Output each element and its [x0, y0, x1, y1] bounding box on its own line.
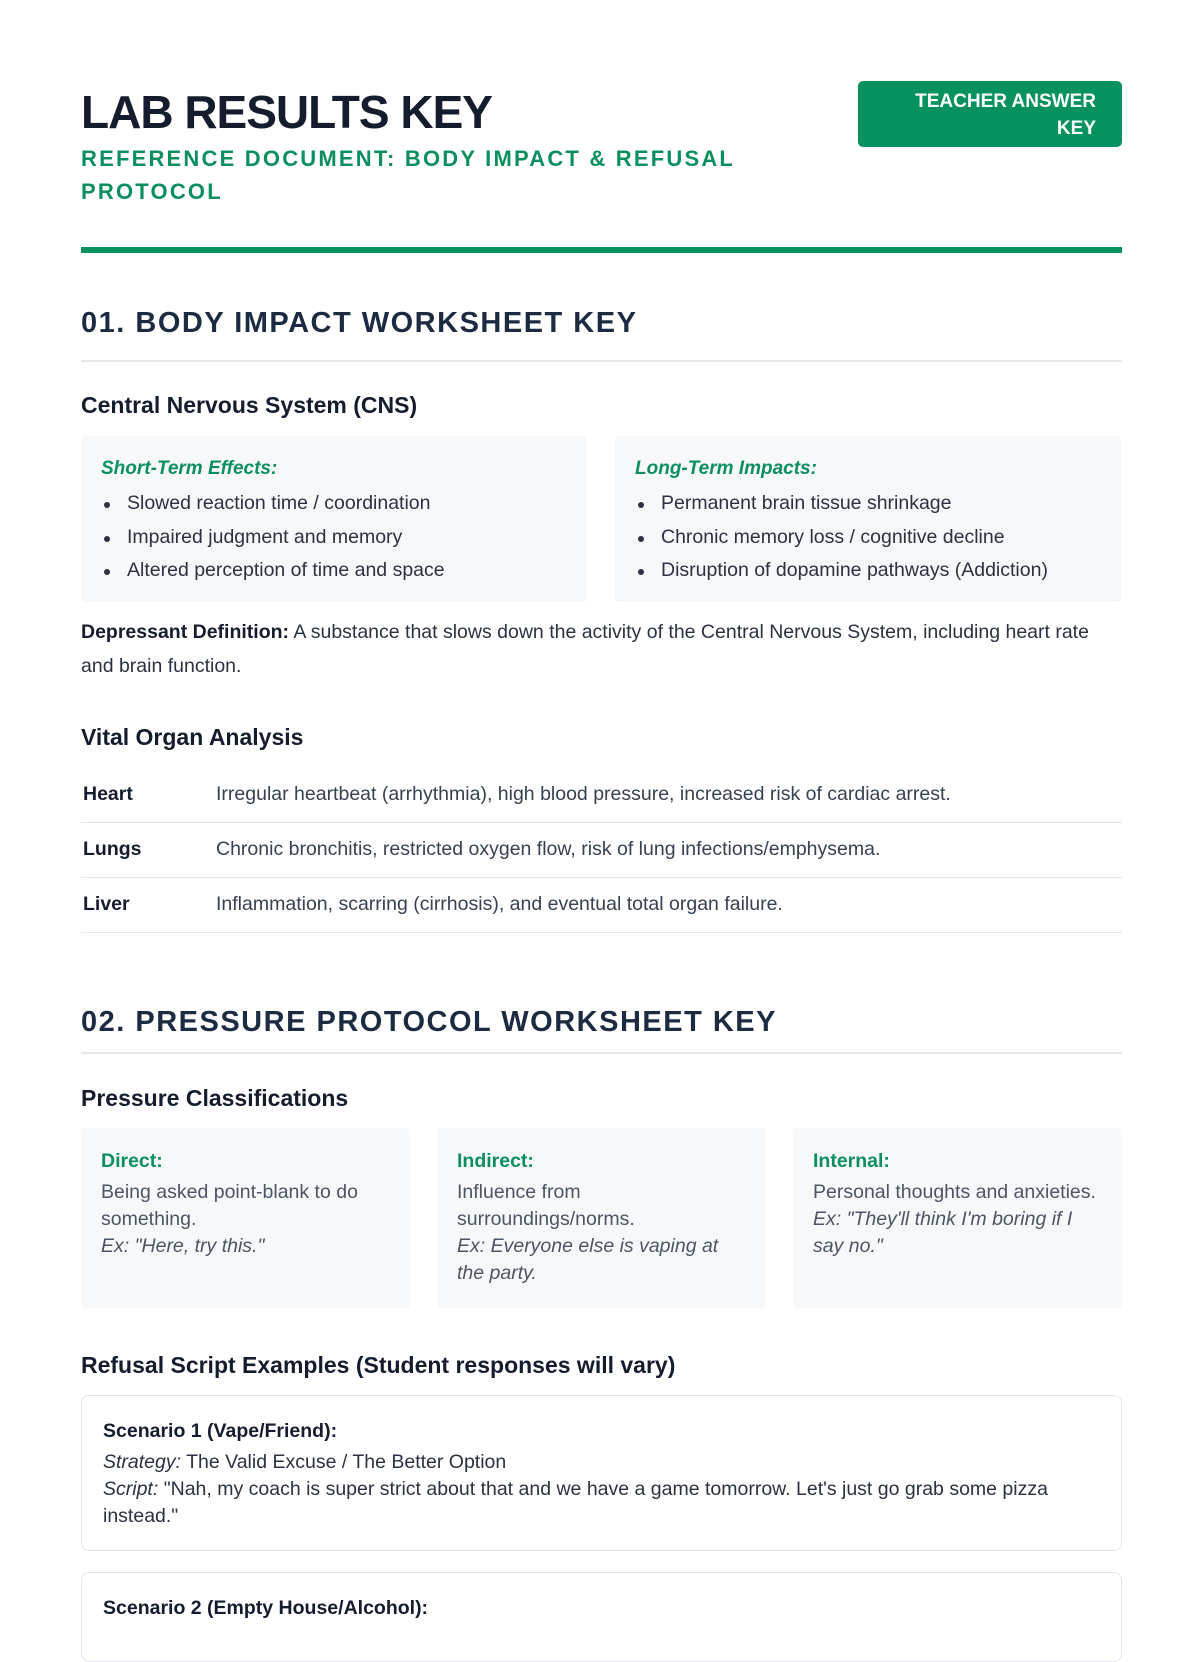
scenario-card	[81, 1395, 1122, 1551]
organ-effect: Chronic bronchitis, restricted oxygen flow, risk of lung infections/emphysema.	[216, 838, 881, 860]
pressure-classifications-title: Pressure Classifications	[81, 1085, 349, 1111]
internal-pressure-card	[793, 1128, 1122, 1308]
table-row	[81, 768, 1122, 823]
strategy-text: The Valid Excuse / The Better Option	[186, 1451, 507, 1473]
classification-text: Being asked point-blank to do something.	[101, 1181, 358, 1230]
short-term-effects-box	[81, 436, 587, 602]
organ-effect: Irregular heartbeat (arrhythmia), high blood pressure, increased risk of cardiac arrest.	[216, 783, 951, 805]
definition-text: A substance that slows down the activity of the Central Nervous System, including heart rate and brain function.	[81, 621, 1089, 677]
table-row	[81, 823, 1122, 878]
section-2-title: 02. PRESSURE PROTOCOL WORKSHEET KEY	[81, 1006, 777, 1038]
cns-title: Central Nervous System (CNS)	[81, 392, 418, 418]
classification-example: Ex: Everyone else is vaping at the party.	[457, 1235, 719, 1284]
strategy-label: Strategy:	[103, 1451, 182, 1473]
page-subtitle: REFERENCE DOCUMENT: BODY IMPACT & REFUSAL PROTOCOL	[81, 146, 735, 204]
list-item: Chronic memory loss / cognitive decline	[635, 521, 1101, 555]
definition-label: Depressant Definition:	[81, 621, 290, 643]
script-label: Script:	[103, 1478, 159, 1500]
long-term-heading: Long-Term Impacts:	[635, 458, 817, 479]
scenario-title: Scenario 1 (Vape/Friend):	[103, 1420, 338, 1442]
table-row	[81, 878, 1122, 933]
list-item: Altered perception of time and space	[101, 554, 567, 588]
script-text: "Nah, my coach is super strict about that and we have a game tomorrow. Let's just go grab some pizza instead."	[103, 1478, 1048, 1527]
indirect-pressure-card	[437, 1128, 766, 1308]
organ-name: Heart	[83, 783, 133, 805]
classification-label: Internal:	[813, 1150, 890, 1172]
organ-name: Lungs	[83, 838, 142, 860]
depressant-definition	[81, 616, 1122, 683]
section-1-divider	[81, 360, 1122, 362]
classification-example: Ex: "Here, try this."	[101, 1235, 265, 1257]
organ-name: Liver	[83, 893, 130, 915]
long-term-list	[635, 487, 1101, 588]
organ-analysis-title: Vital Organ Analysis	[81, 724, 304, 750]
short-term-heading: Short-Term Effects:	[101, 458, 278, 479]
long-term-impacts-box	[615, 436, 1121, 602]
scenario-strategy	[103, 1449, 1101, 1476]
list-item: Disruption of dopamine pathways (Addiction)	[635, 554, 1101, 588]
classification-label: Direct:	[101, 1150, 163, 1172]
section-2-divider	[81, 1052, 1122, 1054]
direct-pressure-card	[81, 1128, 410, 1308]
classification-text: Influence from surroundings/norms.	[457, 1181, 635, 1230]
classification-text: Personal thoughts and anxieties.	[813, 1181, 1096, 1203]
scenario-script	[103, 1476, 1101, 1530]
short-term-list	[101, 487, 567, 588]
list-item: Impaired judgment and memory	[101, 521, 567, 555]
refusal-scripts-title: Refusal Script Examples (Student responses will vary)	[81, 1352, 676, 1378]
section-1-title: 01. BODY IMPACT WORKSHEET KEY	[81, 307, 638, 339]
document-header	[81, 0, 1122, 254]
header-divider	[81, 247, 1122, 253]
list-item: Slowed reaction time / coordination	[101, 487, 567, 521]
teacher-key-badge: TEACHER ANSWER KEY	[858, 81, 1122, 147]
scenario-card	[81, 1572, 1122, 1662]
classification-label: Indirect:	[457, 1150, 534, 1172]
scenario-title: Scenario 2 (Empty House/Alcohol):	[103, 1597, 429, 1619]
organ-effect: Inflammation, scarring (cirrhosis), and eventual total organ failure.	[216, 893, 783, 915]
page-title: LAB RESULTS KEY	[81, 86, 492, 138]
answer-key-page	[81, 0, 1122, 1619]
list-item: Permanent brain tissue shrinkage	[635, 487, 1101, 521]
classification-example: Ex: "They'll think I'm boring if I say no."	[813, 1208, 1073, 1257]
